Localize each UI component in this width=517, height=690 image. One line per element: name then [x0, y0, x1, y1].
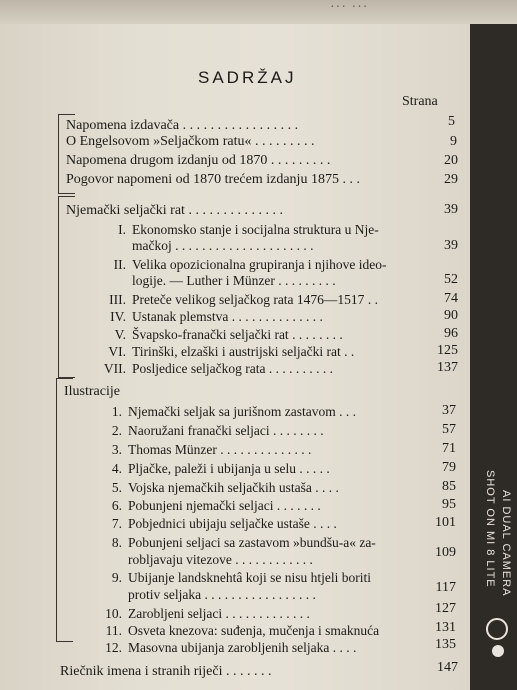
chapter-title-line: Preteče velikog seljačkog rata 1476—1517 . .: [132, 292, 378, 307]
toc-entry: O Engelsovom »Seljačkom ratu« . . . . . . . . .: [66, 134, 315, 149]
illustration-page: 131: [435, 620, 456, 635]
illustration-title: Vojska njemačkih seljačkih ustaša . . . .: [128, 480, 339, 495]
toc-page: 29: [444, 172, 458, 187]
illustration-number: 6.: [111, 498, 122, 513]
illustration-title: Masovna ubijanja zarobljenih seljaka . . . .: [128, 640, 357, 655]
illustration-number: 2.: [111, 423, 122, 438]
illustration-page: 135: [435, 637, 456, 652]
header-fragment: ··· ···: [330, 0, 369, 15]
illustration-title: Ubijanje landsknehtâ koji se nisu htjeli boriti: [128, 570, 371, 585]
chapter-page: 96: [444, 326, 458, 341]
illustration-number: 4.: [111, 461, 122, 476]
illustration-number: 9.: [111, 570, 122, 585]
chapter-title-line: mačkoj . . . . . . . . . . . . . . . . . . . . .: [132, 238, 314, 253]
illustration-page: 79: [442, 460, 456, 475]
illustration-title: Osveta knezova: suđenja, mučenja i smaknuća: [128, 623, 380, 638]
illustration-page: 85: [442, 479, 456, 494]
chapter-number: II.: [113, 257, 126, 272]
chapter-number: III.: [109, 292, 126, 307]
chapter-page: 90: [444, 308, 458, 323]
illustration-page: 95: [442, 497, 456, 512]
section-page: 39: [444, 202, 458, 217]
camera-watermark: [484, 470, 514, 670]
illustration-number: 10.: [105, 606, 122, 621]
illustration-page: 101: [435, 515, 456, 530]
watermark-circle-icon: [486, 618, 508, 640]
toc-page: 147: [437, 660, 458, 675]
chapter-page: 125: [437, 343, 458, 358]
illustration-title: Thomas Münzer . . . . . . . . . . . . . .: [128, 442, 312, 457]
watermark-line-1: SHOT ON MI 8 LITE: [484, 470, 496, 588]
illustration-title: Naoružani franački seljaci . . . . . . . .: [128, 423, 324, 438]
chapter-title-line: Velika opozicionalna grupiranja i njihove ideo-: [132, 257, 387, 272]
section-heading: Njemački seljački rat . . . . . . . . . . . . . .: [66, 203, 283, 218]
chapter-page: 74: [444, 291, 458, 306]
illustration-number: 5.: [111, 480, 122, 495]
toc-page: 9: [450, 134, 457, 149]
chapter-number: VI.: [108, 344, 126, 359]
illustration-title: Pljačke, paleži i ubijanja u selu . . . . .: [128, 461, 330, 476]
toc-entry: Pogovor napomeni od 1870 trećem izdanju 1875 . . .: [66, 172, 360, 187]
chapter-number: V.: [114, 327, 126, 342]
illustration-number: 8.: [111, 535, 122, 550]
watermark-dot-icon: [492, 645, 504, 657]
chapter-title-line: Ustanak plemstva . . . . . . . . . . . . . .: [132, 309, 323, 324]
illustration-title: Zarobljeni seljaci . . . . . . . . . . . . .: [128, 606, 310, 621]
toc-entry: Napomena izdavača . . . . . . . . . . . . . . . . .: [66, 118, 299, 133]
section-bracket: [58, 196, 75, 378]
illustrations-heading: Ilustracije: [64, 384, 120, 399]
page-column-label: Strana: [402, 94, 438, 109]
illustration-title: Njemački seljak sa jurišnom zastavom . . .: [128, 404, 356, 419]
illustration-number: 1.: [111, 404, 122, 419]
toc-page: 20: [444, 153, 458, 168]
toc-entry-dictionary: Riečnik imena i stranih riječi . . . . . . .: [60, 664, 272, 679]
watermark-line-2: AI DUAL CAMERA: [500, 490, 512, 597]
illustration-number: 3.: [111, 442, 122, 457]
chapter-title-line: Tirinški, elzaški i austrijski seljački rat . .: [132, 344, 355, 359]
chapter-title-line: logije. — Luther i Münzer . . . . . . . . .: [132, 273, 336, 288]
page-top-edge: [0, 0, 517, 24]
illustration-title: Pobjednici ubijaju seljačke ustaše . . . .: [128, 516, 337, 531]
illustration-title: Pobunjeni njemački seljaci . . . . . . .: [128, 498, 321, 513]
illustration-page: 109: [435, 545, 456, 560]
chapter-page: 137: [437, 360, 458, 375]
illustration-number: 12.: [105, 640, 122, 655]
illustration-page: 117: [435, 580, 456, 595]
illustration-title: Pobunjeni seljaci sa zastavom »bundšu-a« za-: [128, 535, 376, 550]
toc-page: 5: [448, 114, 455, 129]
illustration-page: 57: [442, 422, 456, 437]
illustration-title: robljavaju vitezove . . . . . . . . . . . .: [128, 552, 313, 567]
toc-entry: Napomena drugom izdanju od 1870 . . . . . . . . .: [66, 153, 331, 168]
chapter-number: VII.: [103, 361, 126, 376]
illustration-number: 7.: [111, 516, 122, 531]
chapter-page: 52: [444, 272, 458, 287]
page-title: SADRŽAJ: [198, 68, 297, 87]
illustration-title: protiv seljaka . . . . . . . . . . . . . . . . .: [128, 587, 316, 602]
illustration-page: 37: [442, 403, 456, 418]
chapter-title-line: Švapsko-franački seljački rat . . . . . . . .: [132, 327, 343, 342]
chapter-title-line: Ekonomsko stanje i socijalna struktura u Nje-: [132, 222, 379, 237]
chapter-page: 39: [444, 238, 458, 253]
chapter-number: I.: [118, 222, 126, 237]
chapter-number: IV.: [110, 309, 126, 324]
illustration-page: 71: [442, 441, 456, 456]
chapter-title-line: Posljedice seljačkog rata . . . . . . . . . .: [132, 361, 333, 376]
illustration-page: 127: [435, 601, 456, 616]
illustration-number: 11.: [105, 623, 122, 638]
illustrations-bracket: [56, 378, 73, 642]
